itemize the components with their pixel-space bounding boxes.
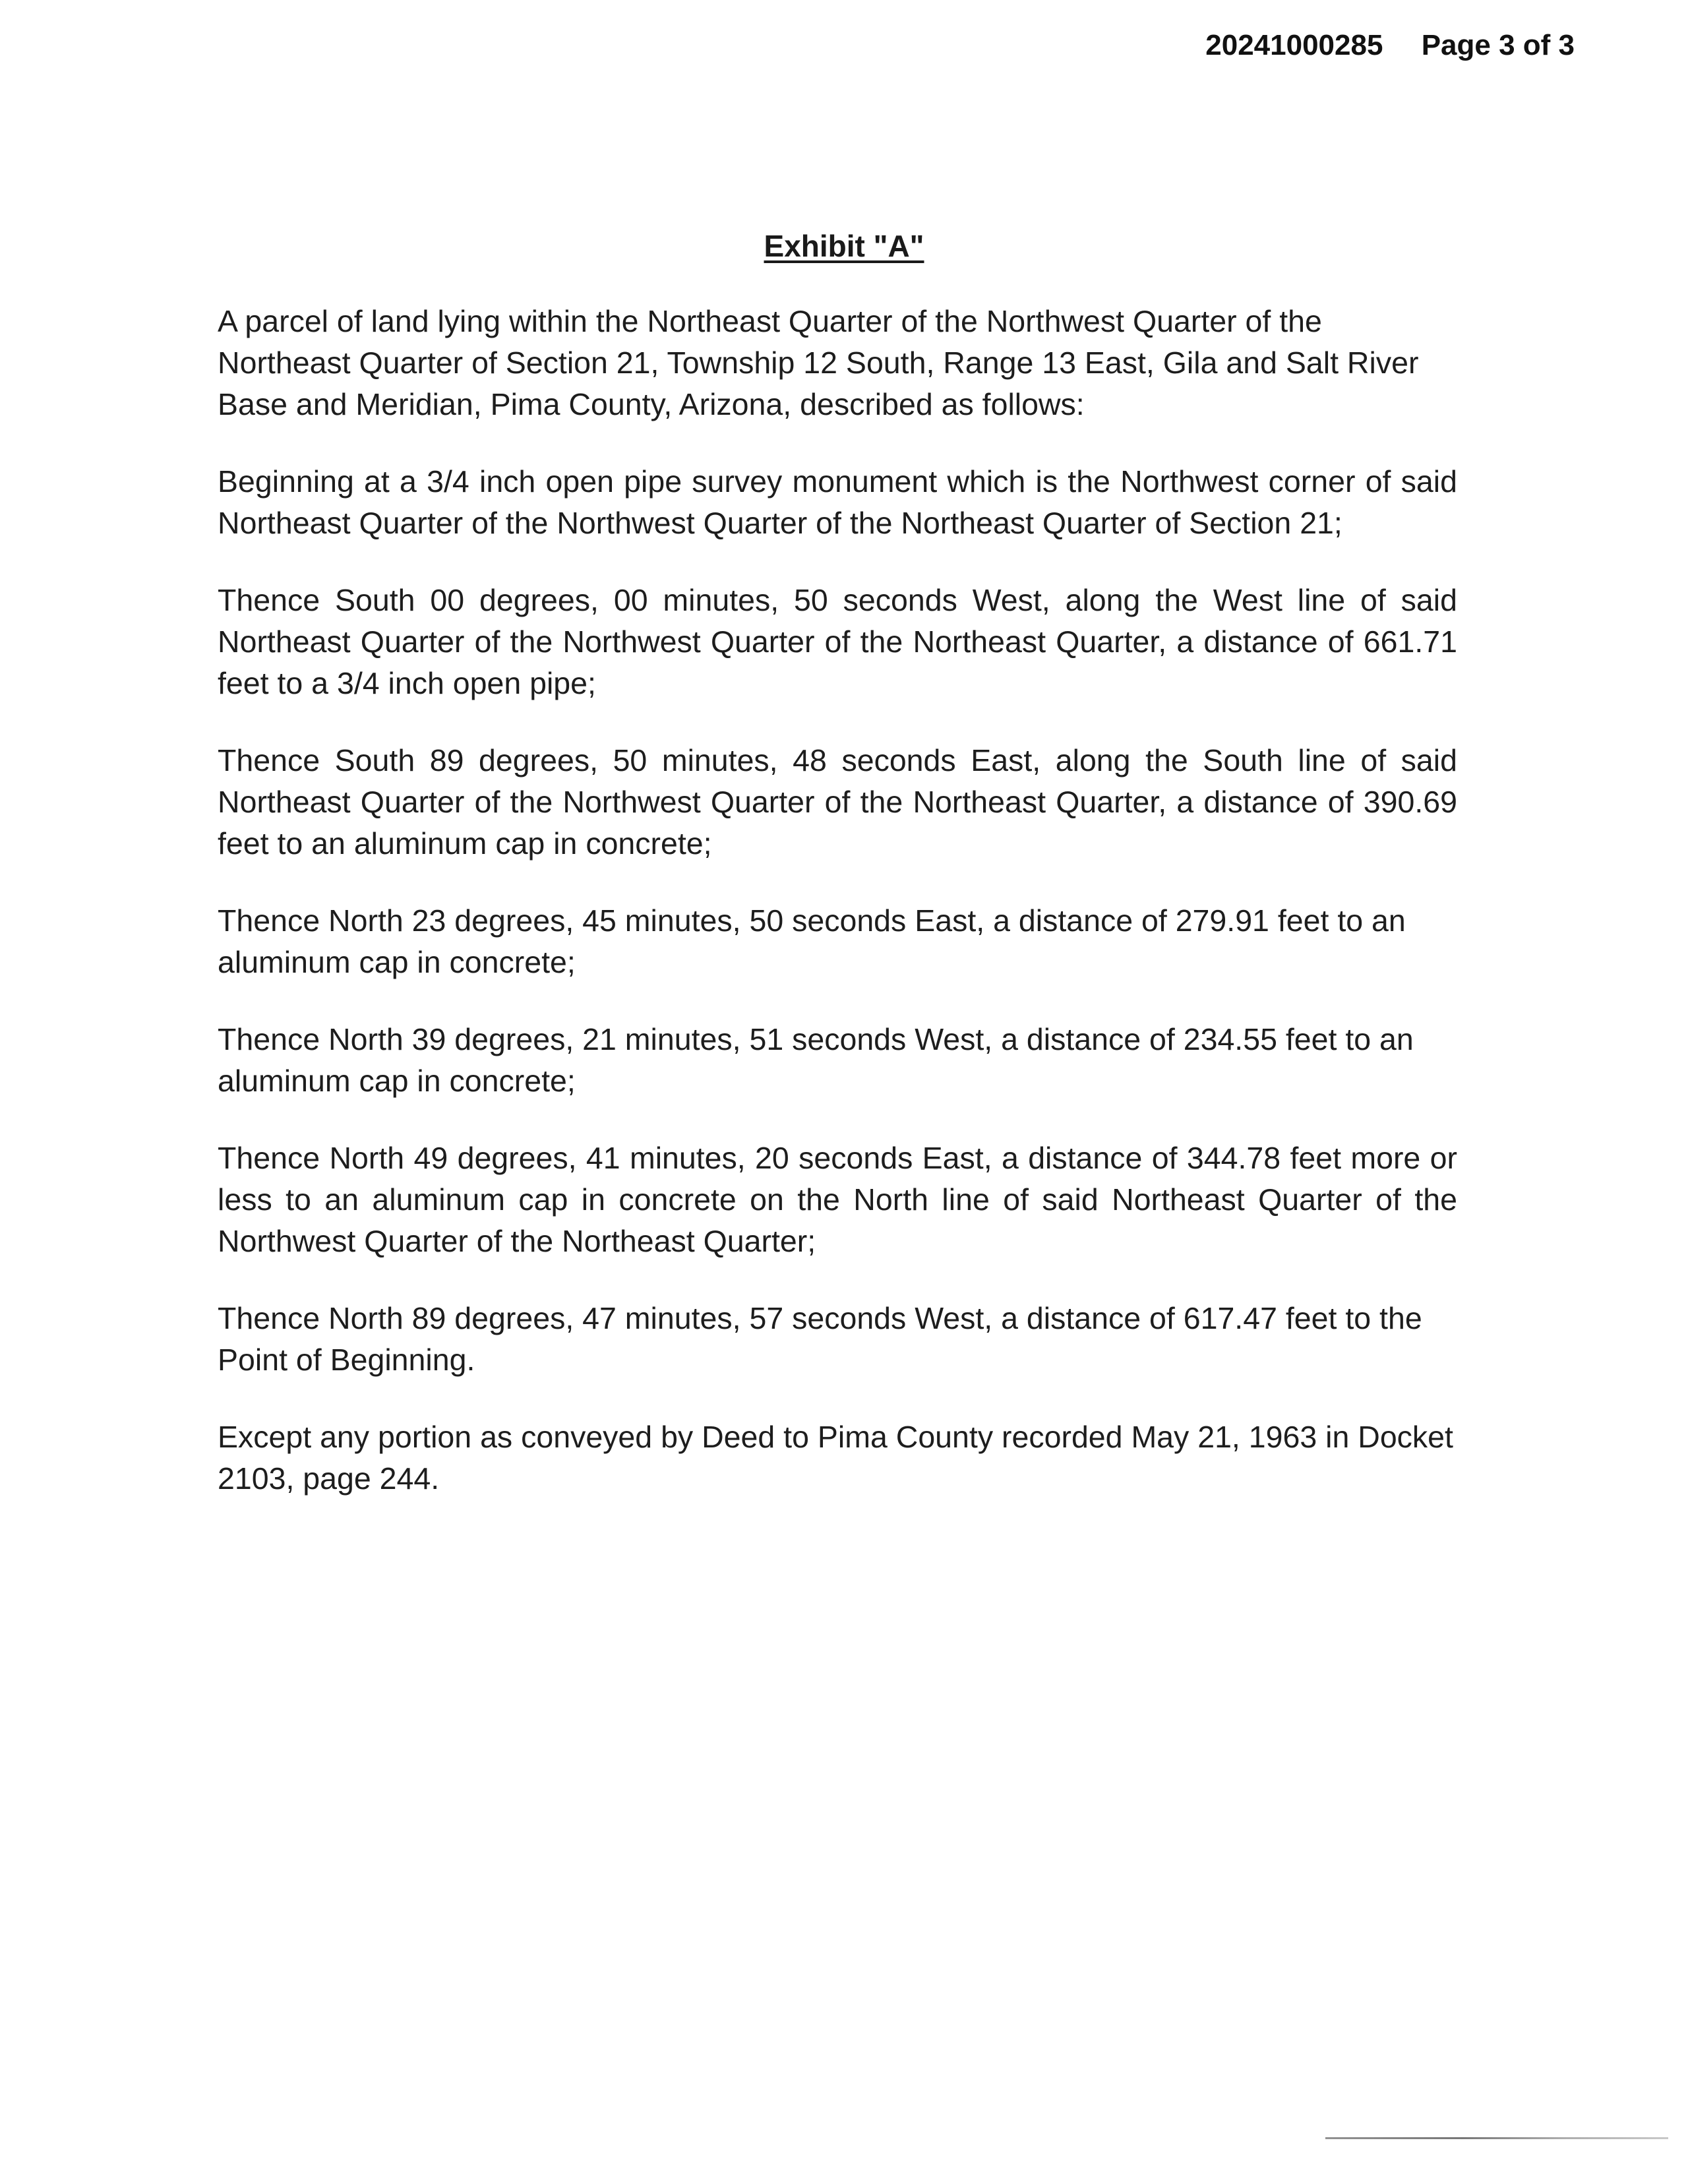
page-header [1205, 29, 1575, 62]
legal-description [218, 301, 1457, 1535]
paragraph-beginning: Beginning at a 3/4 inch open pipe survey monument which is the Northwest corner of said Northeast Quarter of the Northwest Quarter of the Northeast Quarter of Section 21; [218, 464, 1457, 540]
paragraph-intro: A parcel of land lying within the Northeast Quarter of the Northwest Quarter of the Northeast Quarter of Section 21, Township 12 South, Range 13 East, Gila and Salt River Base and Meridian, Pima County, Arizona, described as follows: [218, 304, 1419, 421]
paragraph-course-3: Thence North 23 degrees, 45 minutes, 50 seconds East, a distance of 279.91 feet to an aluminum cap in concrete; [218, 903, 1406, 979]
paragraph-course-1: Thence South 00 degrees, 00 minutes, 50 seconds West, along the West line of said Northeast Quarter of the Northwest Quarter of the Northeast Quarter, a distance of 661.71 feet to a 3/4 inch open pipe; [218, 583, 1457, 700]
page-number-label: Page 3 of 3 [1421, 29, 1575, 61]
document-number: 20241000285 [1205, 29, 1383, 61]
scan-artifact-line [1325, 2137, 1668, 2139]
paragraph-course-5: Thence North 49 degrees, 41 minutes, 20 seconds East, a distance of 344.78 feet more or less to an aluminum cap in concrete on the North line of said Northeast Quarter of the Northwest Quarter of the Northeast Quarter; [218, 1141, 1457, 1258]
exhibit-title: Exhibit "A" [764, 229, 924, 263]
paragraph-course-4: Thence North 39 degrees, 21 minutes, 51 seconds West, a distance of 234.55 feet to an aluminum cap in concrete; [218, 1022, 1414, 1098]
paragraph-course-2: Thence South 89 degrees, 50 minutes, 48 seconds East, along the South line of said Northeast Quarter of the Northwest Quarter of the Northeast Quarter, a distance of 390.69 feet to an aluminum cap in concrete; [218, 743, 1457, 861]
paragraph-exception: Except any portion as conveyed by Deed to Pima County recorded May 21, 1963 in Docket 2103, page 244. [218, 1420, 1453, 1496]
paragraph-course-6: Thence North 89 degrees, 47 minutes, 57 seconds West, a distance of 617.47 feet to the Point of Beginning. [218, 1301, 1422, 1377]
